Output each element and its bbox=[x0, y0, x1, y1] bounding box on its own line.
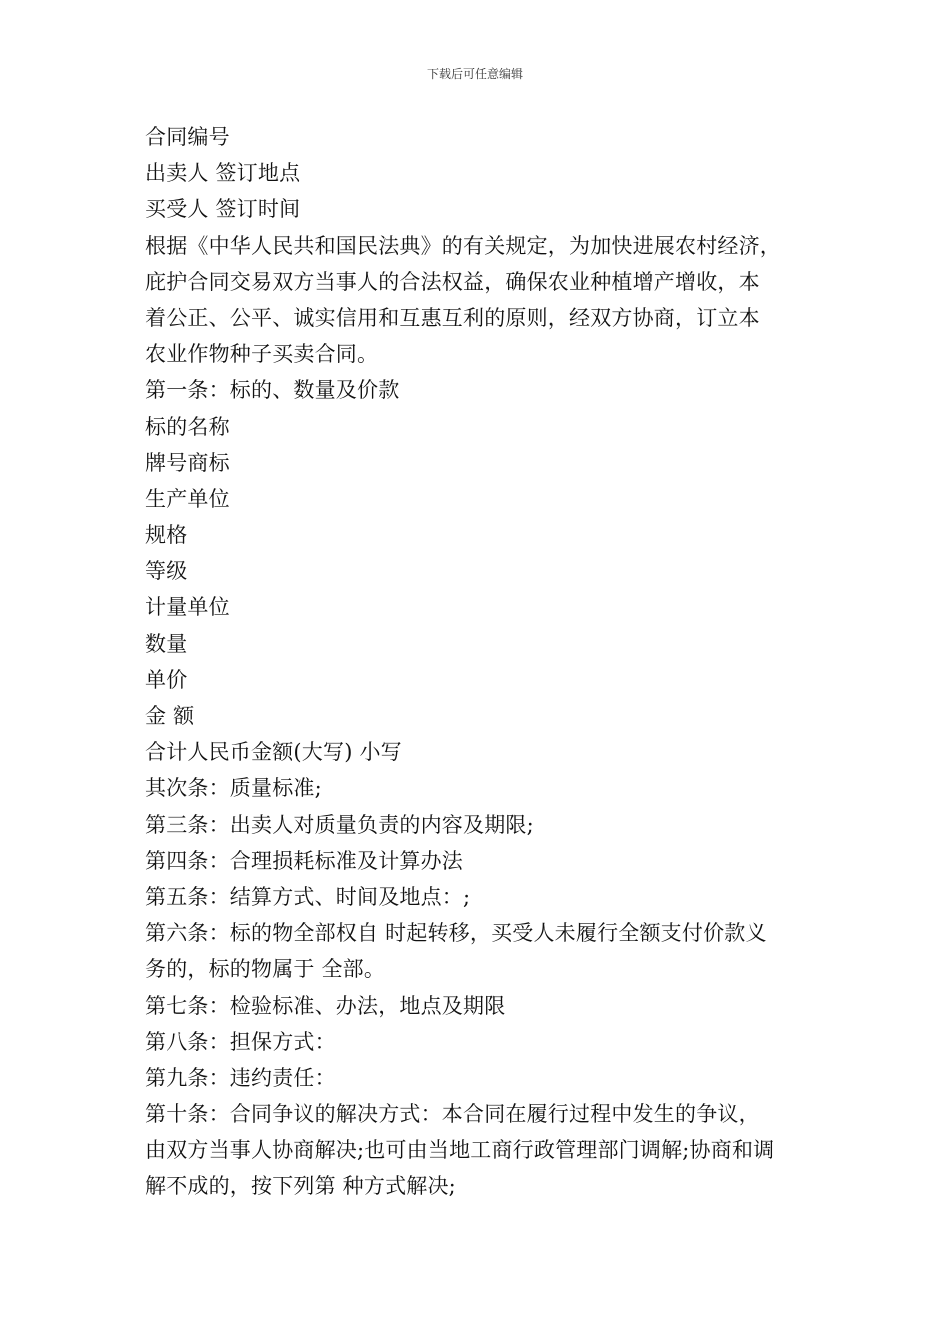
field-producer: 生产单位 bbox=[145, 486, 230, 511]
preamble-line: 庇护合同交易双方当事人的合法权益，确保农业种植增产增收，本 bbox=[145, 269, 760, 294]
page-header: 下载后可任意编辑 bbox=[426, 67, 523, 81]
field-subject-name: 标的名称 bbox=[145, 414, 230, 439]
field-unit-price: 单价 bbox=[145, 667, 188, 692]
article-4: 第四条：合理损耗标准及计算办法 bbox=[145, 848, 463, 873]
article-10-continued: 解不成的，按下列第 种方式解决; bbox=[145, 1174, 456, 1199]
article-3: 第三条：出卖人对质量负责的内容及期限; bbox=[145, 812, 534, 837]
field-unit-of-measure: 计量单位 bbox=[145, 595, 230, 620]
preamble-line: 农业作物种子买卖合同。 bbox=[145, 342, 379, 367]
field-specification: 规格 bbox=[145, 523, 188, 548]
contract-body bbox=[145, 119, 815, 1205]
article-2: 其次条：质量标准; bbox=[145, 776, 322, 801]
field-grade: 等级 bbox=[145, 559, 188, 584]
article-10-continued: 由双方当事人协商解决;也可由当地工商行政管理部门调解;协商和调 bbox=[145, 1138, 775, 1163]
article-6: 第六条：标的物全部权自 时起转移，买受人未履行全额支付价款义 bbox=[145, 921, 767, 946]
preamble-line: 着公正、公平、诚实信用和互惠互利的原则，经双方协商，订立本 bbox=[145, 305, 760, 330]
field-total-amount: 合计人民币金额(大写) 小写 bbox=[145, 740, 402, 765]
field-quantity: 数量 bbox=[145, 631, 188, 656]
article-10: 第十条：合同争议的解决方式：本合同在履行过程中发生的争议， bbox=[145, 1102, 760, 1127]
preamble-line: 根据《中华人民共和国民法典》的有关规定，为加快进展农村经济， bbox=[145, 233, 781, 258]
field-amount: 金 额 bbox=[145, 704, 195, 728]
field-brand-trademark: 牌号商标 bbox=[145, 450, 230, 475]
seller-signing-place-line: 出卖人 签订地点 bbox=[145, 161, 301, 186]
buyer-signing-time-line: 买受人 签订时间 bbox=[145, 197, 301, 222]
article-8: 第八条：担保方式： bbox=[145, 1029, 336, 1054]
article-5: 第五条：结算方式、时间及地点：; bbox=[145, 884, 471, 909]
article-7: 第七条：检验标准、办法，地点及期限 bbox=[145, 993, 506, 1018]
article-6-continued: 务的，标的物属于 全部。 bbox=[145, 957, 386, 982]
article-1-heading: 第一条：标的、数量及价款 bbox=[145, 378, 400, 403]
contract-number-line: 合同编号 bbox=[145, 125, 230, 149]
article-9: 第九条：违约责任： bbox=[145, 1065, 336, 1090]
